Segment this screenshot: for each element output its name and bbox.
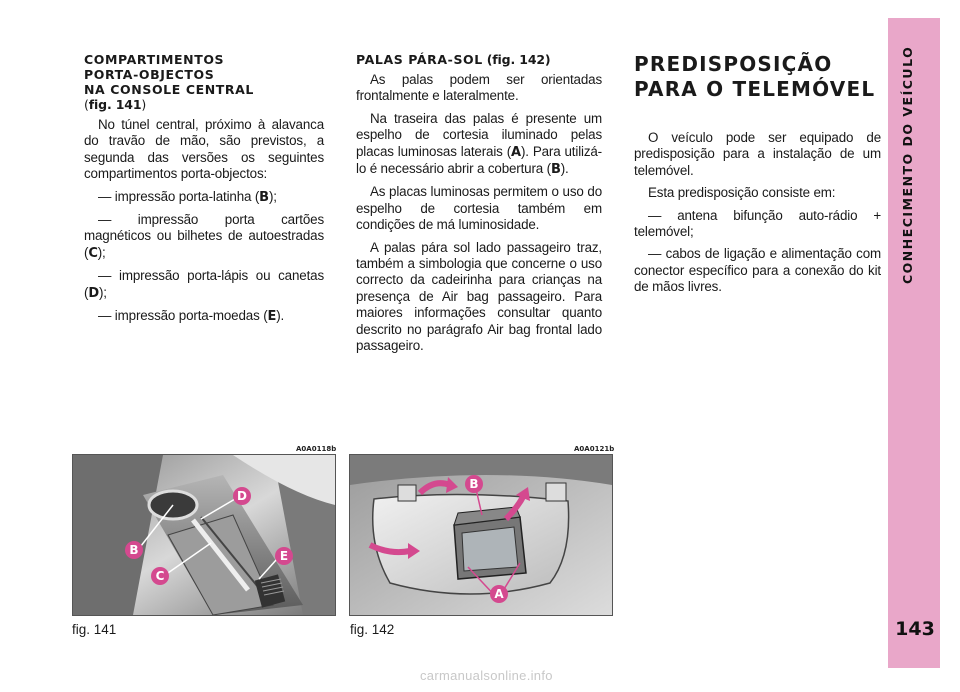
- watermark: carmanualsonline.info: [420, 668, 553, 683]
- page-number: 143: [895, 618, 935, 640]
- paragraph: — antena bifunção auto-rádio + telemóvel;: [634, 207, 881, 240]
- list-item: — impressão porta cartões magnéticos ou bilhetes de autoestradas (C);: [84, 212, 324, 261]
- callout-a: A: [490, 585, 508, 603]
- figure-code: A0A0121b: [574, 445, 615, 453]
- paragraph: O veículo pode ser equipado de predisposição para a instalação de um telemóvel.: [634, 130, 881, 178]
- paragraph: Esta predisposição consiste em:: [648, 185, 836, 201]
- figure-caption: fig. 141: [72, 622, 117, 637]
- paragraph: — cabos de ligação e alimentação com conector específico para a conexão do kit de mãos livres.: [634, 246, 881, 295]
- column-console-compartments: [84, 52, 324, 331]
- paragraph: As placas luminosas permitem o uso do espelho de cortesia também em condições de má luminosidade.: [356, 184, 602, 233]
- intro-paragraph: No túnel central, próximo à alavanca do travão de mão, são previstos, a segunda das versões os seguintes compartimentos porta-objectos:: [84, 117, 324, 182]
- column-sun-visors: [356, 52, 602, 361]
- figure-code: A0A0118b: [296, 445, 337, 453]
- callouts-layer: [73, 455, 335, 615]
- paragraph: As palas podem ser orientadas frontalmente e lateralmente.: [356, 72, 602, 104]
- figure-141-console: [72, 454, 336, 616]
- heading-line-1: COMPARTIMENTOS: [84, 52, 225, 67]
- list-item: — impressão porta-lápis ou canetas (D);: [84, 268, 324, 301]
- figure-caption: fig. 142: [350, 622, 395, 637]
- callout-c: C: [151, 567, 169, 585]
- callout-b: B: [465, 475, 483, 493]
- callout-e: E: [275, 547, 293, 565]
- sun-visor-heading: PALAS PÁRA-SOL (fig. 142): [356, 52, 551, 67]
- heading-line-2: PORTA-OBJECTOS: [84, 67, 215, 82]
- column-phone-predisposition: [634, 52, 881, 302]
- section-title: CONHECIMENTO DO VEÍCULO: [900, 45, 915, 284]
- callout-d: D: [233, 487, 251, 505]
- section-heading: PREDISPOSIÇÃO PARA O TELEMÓVEL: [634, 52, 876, 101]
- list-item: — impressão porta-latinha (B);: [98, 188, 277, 205]
- figure-142-sun-visor: [349, 454, 613, 616]
- list-item: — impressão porta-moedas (E).: [98, 308, 285, 325]
- heading-line-3: NA CONSOLE CENTRAL: [84, 82, 254, 97]
- callout-b: B: [125, 541, 143, 559]
- paragraph: A palas pára sol lado passageiro traz, também a simbologia que concerne o uso correcto da cadeirinha para crianças na presença de Air bag passageiro. Para maiores informações consultar quanto descrito no parágrafo Air bag frontal lado passageiro.: [356, 239, 602, 354]
- heading-fig-ref: (fig. 141): [84, 97, 147, 112]
- paragraph: Na traseira das palas é presente um espelho de cortesia iluminado pelas placas luminosas laterais (A). Para utilizá-lo é necessário abrir a cobertura (B).: [356, 110, 602, 178]
